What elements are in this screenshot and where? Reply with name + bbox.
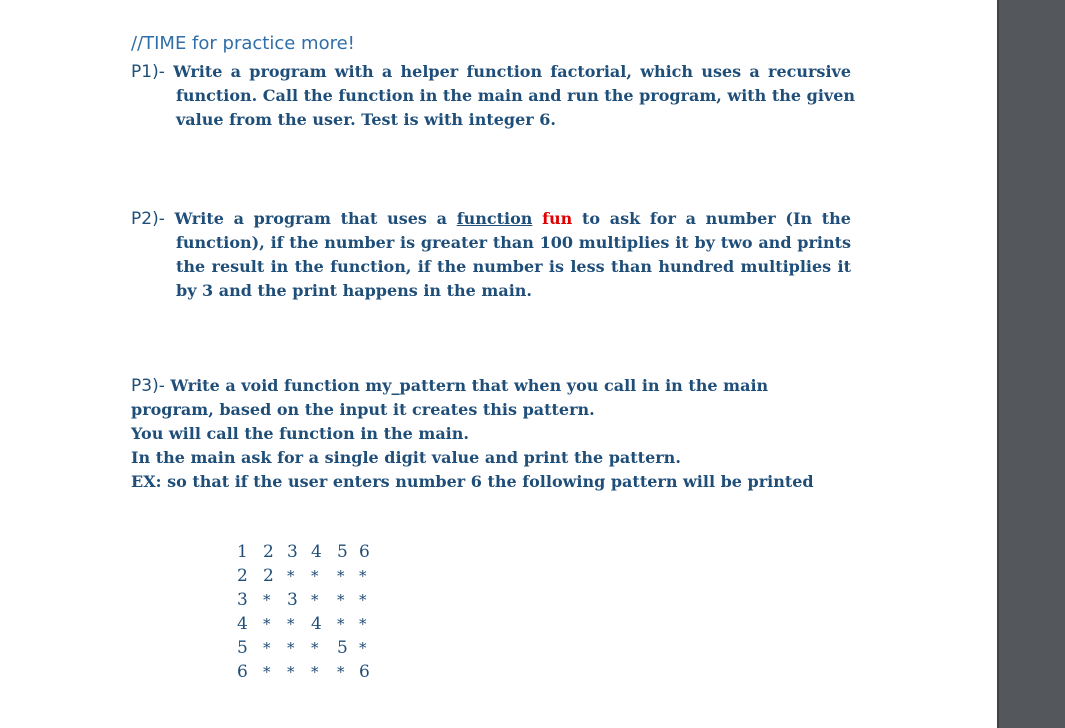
pattern-number: 2: [263, 566, 274, 586]
problem-3-label: P3)-: [131, 376, 165, 396]
problem-3-text-1: Write a void function my_pattern that when you call in in the main: [164, 376, 769, 395]
pattern-star: *: [337, 663, 345, 681]
pattern-star: *: [359, 567, 367, 585]
pattern-number: 6: [237, 662, 248, 682]
pattern-star: *: [287, 615, 295, 633]
problem-1-line-2: function. Call the function in the main and run the program, with the given: [176, 86, 856, 105]
section-heading: //TIME for practice more!: [131, 33, 355, 54]
pattern-star: *: [311, 663, 319, 681]
pattern-star: *: [263, 663, 271, 681]
pattern-star: *: [287, 639, 295, 657]
problem-1-line-3: value from the user. Test is with integer 6.: [176, 110, 556, 129]
problem-1-text-1: Write a program with a helper function factorial, which uses a recursive: [164, 62, 851, 81]
problem-1: [131, 60, 856, 132]
problem-1-label: P1)-: [131, 62, 165, 82]
pattern-number: 5: [337, 638, 348, 658]
pattern-number: 4: [311, 614, 322, 634]
pattern-number: 3: [287, 542, 298, 562]
problem-3-line-5: EX: so that if the user enters number 6 the following pattern will be printed: [131, 472, 814, 491]
problem-2-space: [532, 209, 542, 228]
pattern-number: 2: [263, 542, 274, 562]
pattern-star: *: [287, 567, 295, 585]
pattern-number: 3: [237, 590, 248, 610]
fun-keyword: fun: [542, 209, 573, 228]
sidebar-edge: [997, 0, 999, 728]
problem-3-line-1: [131, 374, 851, 398]
problem-3-line-4: In the main ask for a single digit value and print the pattern.: [131, 448, 681, 467]
problem-3-line-2: program, based on the input it creates this pattern.: [131, 400, 595, 419]
pattern-star: *: [337, 567, 345, 585]
pattern-number: 6: [359, 542, 370, 562]
pattern-star: *: [359, 615, 367, 633]
pattern-star: *: [311, 639, 319, 657]
pattern-star: *: [263, 591, 271, 609]
pattern-star: *: [263, 639, 271, 657]
pattern-number: 2: [237, 566, 248, 586]
problem-2-text-1a: Write a program that uses a: [164, 209, 457, 228]
pattern-number: 5: [337, 542, 348, 562]
function-keyword: function: [456, 209, 533, 228]
viewer-sidebar: [997, 0, 1065, 728]
problem-2-line-3: the result in the function, if the number is less than hundred multiplies it: [176, 257, 851, 276]
problem-2-line-1: [131, 207, 851, 231]
pattern-number: 6: [359, 662, 370, 682]
pattern-star: *: [263, 615, 271, 633]
problem-2-text-1b: to ask for a number (In the: [572, 209, 851, 228]
pattern-number: 4: [311, 542, 322, 562]
problem-3-line-3: You will call the function in the main.: [131, 424, 469, 443]
pattern-star: *: [337, 591, 345, 609]
pattern-star: *: [287, 663, 295, 681]
pattern-star: *: [359, 639, 367, 657]
pattern-star: *: [359, 591, 367, 609]
problem-2-label: P2)-: [131, 209, 165, 229]
problem-1-line-1: [131, 60, 851, 84]
pattern-number: 5: [237, 638, 248, 658]
problem-2-line-2: function), if the number is greater than 100 multiplies it by two and prints: [176, 233, 851, 252]
problem-3: [131, 374, 851, 494]
pattern-star: *: [311, 591, 319, 609]
problem-2: [131, 207, 851, 303]
pattern-number: 3: [287, 590, 298, 610]
pattern-number: 1: [237, 542, 248, 562]
pattern-number: 4: [237, 614, 248, 634]
pattern-star: *: [337, 615, 345, 633]
pattern-star: *: [311, 567, 319, 585]
problem-2-line-4: by 3 and the print happens in the main.: [176, 281, 532, 300]
